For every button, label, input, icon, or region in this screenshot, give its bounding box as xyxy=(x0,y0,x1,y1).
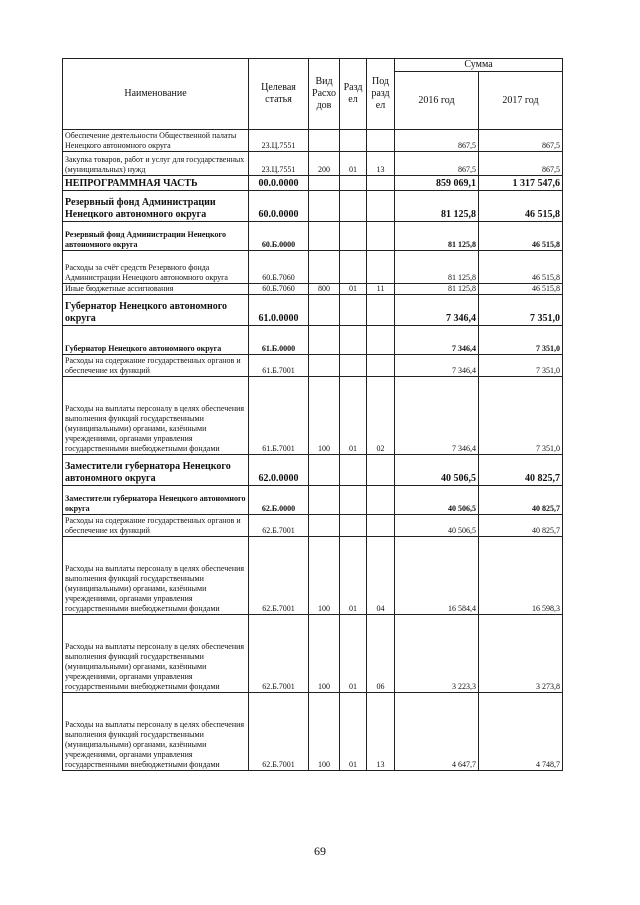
table-row xyxy=(63,377,563,455)
page-number: 69 xyxy=(314,844,326,858)
budget-table xyxy=(62,58,563,771)
row-name: Резервный фонд Администрации Ненецкого автономного округа xyxy=(63,191,249,222)
row-sum-2017: 7 351,0 xyxy=(479,326,563,355)
row-name: Заместители губернатора Ненецкого автономного округа xyxy=(63,486,249,515)
table-row xyxy=(63,486,563,515)
row-sum-2016: 7 346,4 xyxy=(395,326,479,355)
row-name: Заместители губернатора Ненецкого автономного округа xyxy=(63,455,249,486)
row-sum-2017: 4 748,7 xyxy=(479,693,563,771)
table-row xyxy=(63,176,563,191)
row-sum-2016: 40 506,5 xyxy=(395,515,479,537)
row-subsection xyxy=(367,251,395,284)
row-target-article: 61.Б.0000 xyxy=(249,326,309,355)
row-name: Расходы на содержание государственных органов и обеспечение их функций xyxy=(63,355,249,377)
row-subsection xyxy=(367,130,395,152)
row-expense-type: 100 xyxy=(309,377,340,455)
row-name: Резервный фонд Администрации Ненецкого автономного округа xyxy=(63,222,249,251)
row-section xyxy=(340,191,367,222)
row-sum-2016: 7 346,4 xyxy=(395,295,479,326)
row-target-article: 60.0.0000 xyxy=(249,191,309,222)
row-expense-type: 100 xyxy=(309,615,340,693)
table-row xyxy=(63,284,563,295)
row-name: Обеспечение деятельности Общественной палаты Ненецкого автономного округа xyxy=(63,130,249,152)
table-row xyxy=(63,355,563,377)
row-subsection: 06 xyxy=(367,615,395,693)
row-subsection xyxy=(367,222,395,251)
row-section: 01 xyxy=(340,152,367,176)
row-sum-2016: 81 125,8 xyxy=(395,222,479,251)
row-target-article: 62.0.0000 xyxy=(249,455,309,486)
row-section xyxy=(340,130,367,152)
row-expense-type: 100 xyxy=(309,537,340,615)
table-row xyxy=(63,693,563,771)
row-target-article: 23.Ц.7551 xyxy=(249,152,309,176)
row-sum-2017: 867,5 xyxy=(479,152,563,176)
row-expense-type xyxy=(309,130,340,152)
row-target-article: 62.Б.0000 xyxy=(249,486,309,515)
row-sum-2016: 40 506,5 xyxy=(395,486,479,515)
row-sum-2017: 3 273,8 xyxy=(479,615,563,693)
row-sum-2017: 40 825,7 xyxy=(479,455,563,486)
row-target-article: 62.Б.7001 xyxy=(249,537,309,615)
row-expense-type xyxy=(309,295,340,326)
header-sum: Сумма xyxy=(395,59,563,72)
table-row xyxy=(63,130,563,152)
table-row xyxy=(63,152,563,176)
row-section: 01 xyxy=(340,537,367,615)
row-sum-2016: 867,5 xyxy=(395,130,479,152)
row-target-article: 62.Б.7001 xyxy=(249,615,309,693)
row-section xyxy=(340,515,367,537)
row-name: НЕПРОГРАММНАЯ ЧАСТЬ xyxy=(63,176,249,191)
row-subsection: 13 xyxy=(367,152,395,176)
row-section xyxy=(340,486,367,515)
table-row xyxy=(63,295,563,326)
row-sum-2017: 7 351,0 xyxy=(479,295,563,326)
row-subsection xyxy=(367,176,395,191)
row-subsection xyxy=(367,295,395,326)
row-sum-2016: 81 125,8 xyxy=(395,251,479,284)
row-sum-2016: 7 346,4 xyxy=(395,377,479,455)
row-section xyxy=(340,455,367,486)
row-section xyxy=(340,176,367,191)
table-row xyxy=(63,515,563,537)
row-sum-2017: 7 351,0 xyxy=(479,355,563,377)
row-section xyxy=(340,326,367,355)
row-name: Расходы на содержание государственных органов и обеспечение их функций xyxy=(63,515,249,537)
row-name: Губернатор Ненецкого автономного округа xyxy=(63,295,249,326)
row-expense-type: 800 xyxy=(309,284,340,295)
row-subsection xyxy=(367,515,395,537)
header-target-article: Целевая статья xyxy=(249,59,309,130)
row-expense-type xyxy=(309,176,340,191)
table-row xyxy=(63,222,563,251)
row-target-article: 60.Б.0000 xyxy=(249,222,309,251)
row-sum-2017: 46 515,8 xyxy=(479,251,563,284)
row-target-article: 62.Б.7001 xyxy=(249,693,309,771)
row-expense-type: 100 xyxy=(309,693,340,771)
row-section xyxy=(340,355,367,377)
row-sum-2016: 7 346,4 xyxy=(395,355,479,377)
row-sum-2016: 81 125,8 xyxy=(395,191,479,222)
row-sum-2016: 40 506,5 xyxy=(395,455,479,486)
row-sum-2017: 1 317 547,6 xyxy=(479,176,563,191)
header-year-2017: 2017 год xyxy=(479,72,563,130)
row-subsection: 13 xyxy=(367,693,395,771)
row-target-article: 61.Б.7001 xyxy=(249,377,309,455)
row-name: Расходы на выплаты персоналу в целях обеспечения выполнения функций государственными (муниципальными) органами, казёнными учреждениями, органами управления государственными внебюджетными фондами xyxy=(63,377,249,455)
header-name: Наименование xyxy=(63,59,249,130)
row-expense-type xyxy=(309,486,340,515)
row-expense-type: 200 xyxy=(309,152,340,176)
table-body xyxy=(63,130,563,771)
row-target-article: 23.Ц.7551 xyxy=(249,130,309,152)
row-sum-2016: 3 223,3 xyxy=(395,615,479,693)
row-name: Иные бюджетные ассигнования xyxy=(63,284,249,295)
table-row xyxy=(63,251,563,284)
row-sum-2017: 7 351,0 xyxy=(479,377,563,455)
row-sum-2016: 16 584,4 xyxy=(395,537,479,615)
row-section xyxy=(340,222,367,251)
row-target-article: 60.Б.7060 xyxy=(249,251,309,284)
row-section xyxy=(340,251,367,284)
row-expense-type xyxy=(309,251,340,284)
row-subsection xyxy=(367,486,395,515)
row-section: 01 xyxy=(340,693,367,771)
row-target-article: 60.Б.7060 xyxy=(249,284,309,295)
row-name: Закупка товаров, работ и услуг для государственных (муниципальных) нужд xyxy=(63,152,249,176)
row-name: Расходы на выплаты персоналу в целях обеспечения выполнения функций государственными (муниципальными) органами, казёнными учреждениями, органами управления государственными внебюджетными фондами xyxy=(63,537,249,615)
row-name: Расходы на выплаты персоналу в целях обеспечения выполнения функций государственными (муниципальными) органами, казёнными учреждениями, органами управления государственными внебюджетными фондами xyxy=(63,693,249,771)
row-subsection: 11 xyxy=(367,284,395,295)
row-sum-2016: 867,5 xyxy=(395,152,479,176)
row-sum-2017: 867,5 xyxy=(479,130,563,152)
row-sum-2017: 46 515,8 xyxy=(479,222,563,251)
row-section xyxy=(340,295,367,326)
header-year-2016: 2016 год xyxy=(395,72,479,130)
row-subsection xyxy=(367,191,395,222)
row-subsection: 02 xyxy=(367,377,395,455)
row-subsection xyxy=(367,455,395,486)
row-sum-2017: 46 515,8 xyxy=(479,284,563,295)
row-subsection: 04 xyxy=(367,537,395,615)
table-row xyxy=(63,537,563,615)
row-sum-2017: 40 825,7 xyxy=(479,486,563,515)
row-subsection xyxy=(367,326,395,355)
row-expense-type xyxy=(309,355,340,377)
row-section: 01 xyxy=(340,615,367,693)
row-section: 01 xyxy=(340,284,367,295)
row-target-article: 61.0.0000 xyxy=(249,295,309,326)
table-row xyxy=(63,615,563,693)
header-subsection: Под разд ел xyxy=(367,59,395,130)
row-target-article: 00.0.0000 xyxy=(249,176,309,191)
row-sum-2016: 859 069,1 xyxy=(395,176,479,191)
row-sum-2016: 81 125,8 xyxy=(395,284,479,295)
row-target-article: 62.Б.7001 xyxy=(249,515,309,537)
row-sum-2017: 16 598,3 xyxy=(479,537,563,615)
header-section: Разд ел xyxy=(340,59,367,130)
row-name: Губернатор Ненецкого автономного округа xyxy=(63,326,249,355)
table-row xyxy=(63,191,563,222)
row-expense-type xyxy=(309,515,340,537)
table-row xyxy=(63,326,563,355)
row-expense-type xyxy=(309,326,340,355)
row-subsection xyxy=(367,355,395,377)
row-expense-type xyxy=(309,455,340,486)
row-section: 01 xyxy=(340,377,367,455)
row-sum-2017: 40 825,7 xyxy=(479,515,563,537)
row-name: Расходы на выплаты персоналу в целях обеспечения выполнения функций государственными (муниципальными) органами, казёнными учреждениями, органами управления государственными внебюджетными фондами xyxy=(63,615,249,693)
row-name: Расходы за счёт средств Резервного фонда Администрации Ненецкого автономного округа xyxy=(63,251,249,284)
row-expense-type xyxy=(309,222,340,251)
row-sum-2017: 46 515,8 xyxy=(479,191,563,222)
row-target-article: 61.Б.7001 xyxy=(249,355,309,377)
row-sum-2016: 4 647,7 xyxy=(395,693,479,771)
row-expense-type xyxy=(309,191,340,222)
header-expense-type: Вид Расхо дов xyxy=(309,59,340,130)
table-row xyxy=(63,455,563,486)
